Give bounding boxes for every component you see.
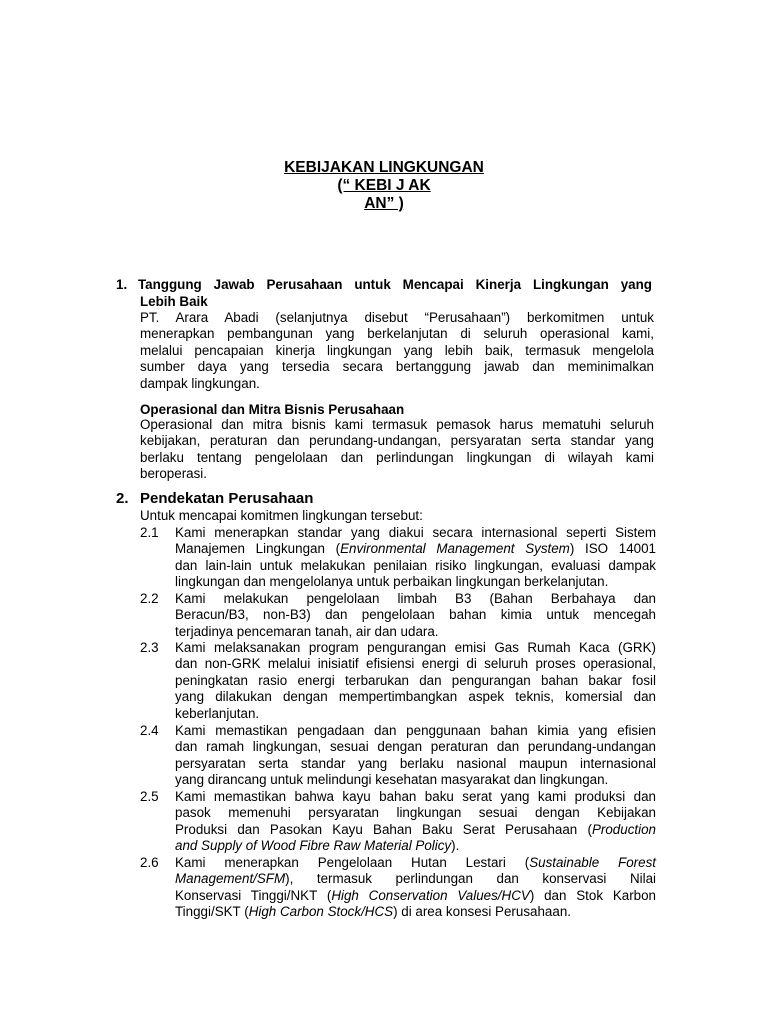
- section-1-sub-paragraph: [140, 417, 654, 483]
- title-line-1: KEBIJAKAN LINGKUNGAN: [284, 159, 484, 176]
- section-2-heading: [116, 490, 313, 508]
- section-2-heading-text: Pendekatan Perusahaan: [140, 490, 314, 507]
- item-number: 2.5: [140, 789, 159, 804]
- item-body: [175, 525, 656, 591]
- title-line-3: AN” ): [364, 195, 404, 212]
- item-number: 2.6: [140, 855, 159, 870]
- section-2-intro: Untuk mencapai komitmen lingkungan tersebut:: [140, 508, 423, 523]
- paragraph-line: beroperasi.: [140, 466, 207, 482]
- section-2-number: 2.: [116, 490, 129, 507]
- section-1-number: 1.: [116, 277, 128, 292]
- item-body: [175, 855, 656, 921]
- item-line: Kami menerapkan standar yang diakui secara internasional seperti Sistem: [175, 525, 656, 540]
- section-1-subheading: Operasional dan Mitra Bisnis Perusahaan: [140, 402, 405, 417]
- paragraph-line: kebijakan, peraturan dan perundang-undangan, persyaratan serta standar yang: [140, 433, 654, 449]
- item-line: terjadinya pencemaran tanah, air dan udara.: [175, 623, 439, 639]
- item-line: dan lain-lain untuk melakukan penilaian risiko lingkungan, evaluasi dampak: [175, 557, 656, 573]
- section-1-heading-line-1: Tanggung Jawab Perusahaan untuk Mencapai Kinerja Lingkungan yang: [138, 277, 652, 292]
- item-line: Management/SFM), termasuk perlindungan dan konservasi Nilai: [175, 871, 656, 887]
- item-line: dan non-GRK melalui inisiatif efisiensi energi di seluruh proses operasional,: [175, 656, 656, 672]
- item-line: peningkatan rasio energi terbarukan dan pengurangan bahan bakar fosil: [175, 672, 656, 688]
- item-body: [175, 640, 656, 722]
- item-line: Beracun/B3, non-B3) dan pengelolaan bahan kimia untuk mencegah: [175, 607, 656, 623]
- item-number: 2.1: [140, 525, 159, 540]
- item-line: Kami menerapkan Pengelolaan Hutan Lestari (Sustainable Forest: [175, 855, 656, 870]
- item-line: Produksi dan Pasokan Kayu Bahan Baku Serat Perusahaan (Production: [175, 821, 656, 837]
- paragraph-line: berlaku tentang pengelolaan dan perlindungan lingkungan di wilayah kami: [140, 449, 654, 465]
- item-line: dan ramah lingkungan, sesuai dengan peraturan dan perundang-undangan: [175, 739, 656, 755]
- item-number: 2.3: [140, 640, 159, 655]
- paragraph-line: menerapkan pembangunan yang berkelanjutan di seluruh operasional kami,: [140, 326, 654, 342]
- item-line: yang dilakukan dengan mempertimbangkan aspek teknis, komersial dan: [175, 689, 656, 705]
- item-body: [175, 591, 656, 640]
- item-line: Konservasi Tinggi/NKT (High Conservation Values/HCV) dan Stok Karbon: [175, 887, 657, 903]
- item-line: Kami memastikan pengadaan dan penggunaan bahan kimia yang efisien: [175, 723, 656, 738]
- item-line: pasok memenuhi persyaratan lingkungan sesuai dengan Kebijakan: [175, 805, 656, 821]
- item-line: keberlanjutan.: [175, 705, 260, 721]
- paragraph-line: sumber daya yang tersedia secara bertanggung jawab dan meminimalkan: [140, 359, 654, 375]
- item-number: 2.2: [140, 591, 159, 606]
- section-1-heading-line-2: Lebih Baik: [140, 294, 208, 309]
- item-body: [175, 723, 656, 789]
- paragraph-line: PT. Arara Abadi (selanjutnya disebut “Perusahaan”) berkomitmen untuk: [140, 310, 654, 325]
- paragraph-line: Operasional dan mitra bisnis kami termasuk pemasok harus mematuhi seluruh: [140, 417, 654, 432]
- item-body: [175, 789, 656, 855]
- item-line: Tinggi/SKT (High Carbon Stock/HCS) di area konsesi Perusahaan.: [175, 904, 571, 920]
- item-number: 2.4: [140, 723, 159, 738]
- item-line: Kami melaksanakan program pengurangan emisi Gas Rumah Kaca (GRK): [175, 640, 656, 655]
- section-1-paragraph: [140, 310, 654, 392]
- paragraph-line: melalui pencapaian kinerja lingkungan yang lebih baik, termasuk mengelola: [140, 342, 654, 358]
- document-title: [0, 159, 768, 213]
- paragraph-line: dampak lingkungan.: [140, 375, 260, 391]
- item-line: yang dirancang untuk melindungi kesehatan masyarakat dan lingkungan.: [175, 772, 609, 788]
- item-line: Kami memastikan bahwa kayu bahan baku serat yang kami produksi dan: [175, 789, 656, 804]
- item-line: Manajemen Lingkungan (Environmental Management System) ISO 14001: [175, 541, 656, 557]
- item-line: Kami melakukan pengelolaan limbah B3 (Bahan Berbahaya dan: [175, 591, 656, 606]
- item-line: lingkungan dan mengelolanya untuk perbaikan lingkungan berkelanjutan.: [175, 574, 609, 590]
- item-line: persyaratan serta standar yang berlaku nasional maupun internasional: [175, 755, 656, 771]
- item-line: and Supply of Wood Fibre Raw Material Policy).: [175, 838, 460, 854]
- title-line-2: (“ KEBI J AK: [337, 177, 431, 194]
